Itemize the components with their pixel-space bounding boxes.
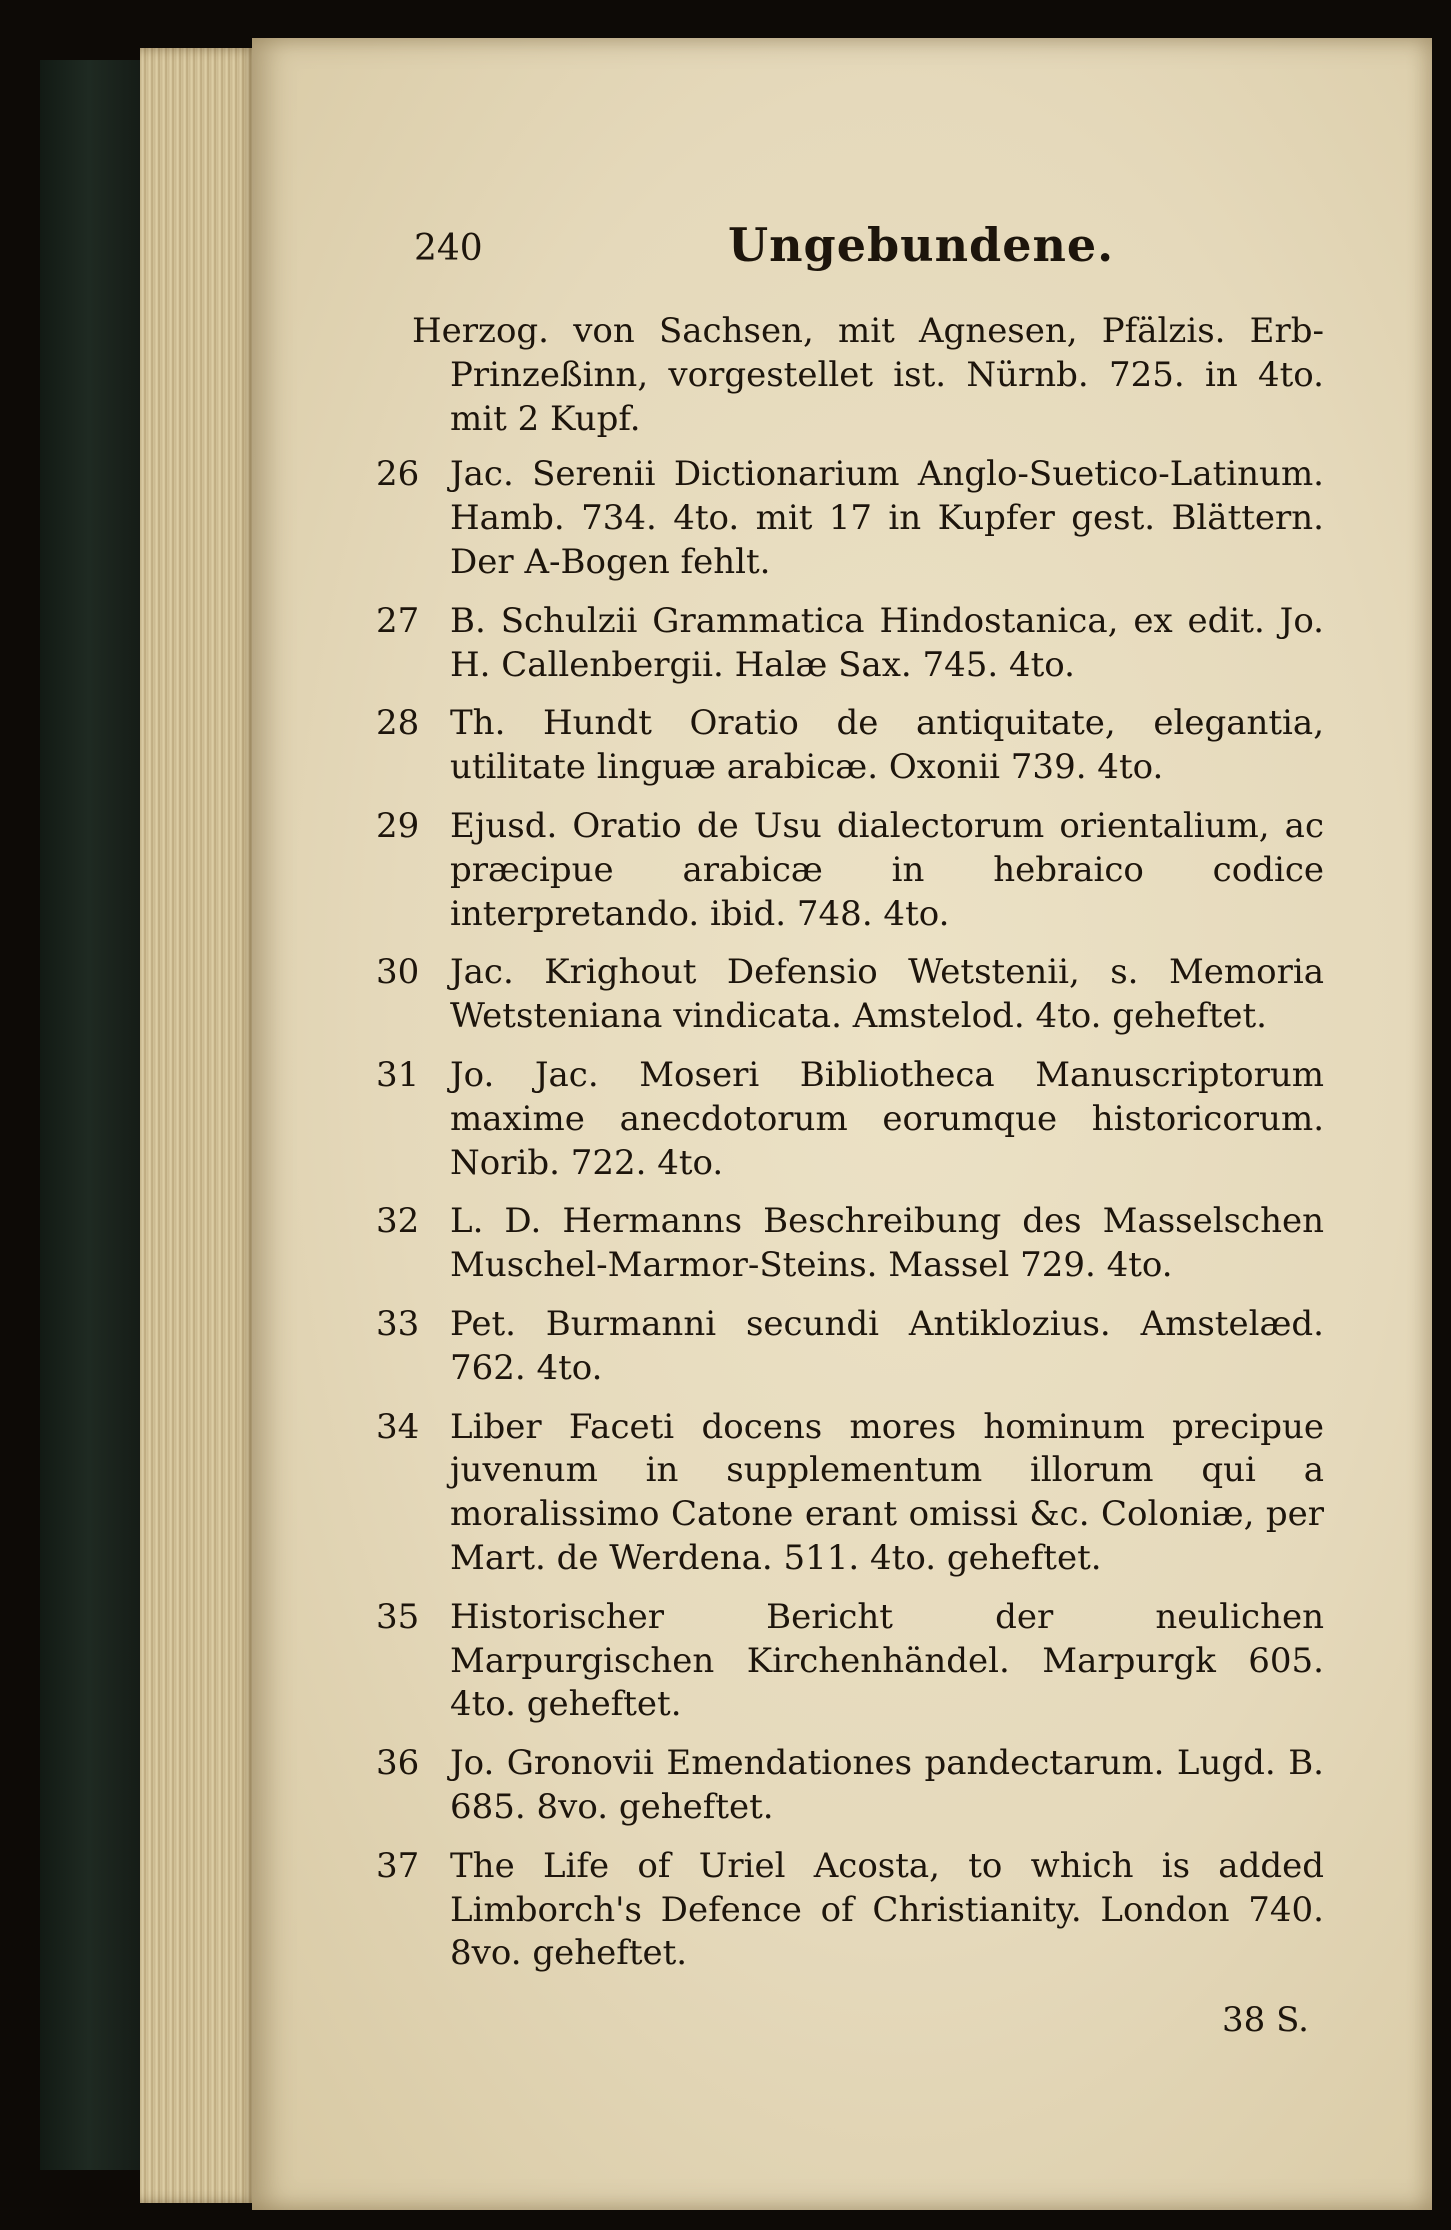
catalog-entry xyxy=(376,1596,1324,1727)
entry-text: Historischer Bericht der neulichen Marpurgischen Kirchenhändel. Marpurgk 605. 4to. geheftet. xyxy=(450,1596,1324,1725)
entry-number: 26 xyxy=(376,454,420,495)
catalog-entry xyxy=(376,702,1324,790)
entry-text: Liber Faceti docens mores hominum precipue juvenum in supplementum illorum qui a moralissimo Catone erant omissi &c. Coloniæ, per Mart. de Werdena. 511. 4to. geheftet. xyxy=(450,1406,1324,1578)
entry-text: The Life of Uriel Acosta, to which is added Limborch's Defence of Christianity. London 740. 8vo. geheftet. xyxy=(450,1845,1324,1974)
page-edges xyxy=(140,48,258,2203)
entry-number: 36 xyxy=(376,1743,420,1784)
entry-text: B. Schulzii Grammatica Hindostanica, ex edit. Jo. H. Callenbergii. Halæ Sax. 745. 4to. xyxy=(450,600,1324,685)
entry-number: 32 xyxy=(376,1201,420,1242)
catalog-entry xyxy=(376,1742,1324,1830)
catalog-entry xyxy=(376,1303,1324,1391)
catalog-entry xyxy=(376,1845,1324,1976)
catalog-entry xyxy=(376,805,1324,936)
entry-text: Ejusd. Oratio de Usu dialectorum orientalium, ac præcipue arabicæ in hebraico codice interpretando. ibid. 748. 4to. xyxy=(450,805,1324,934)
entry-text: L. D. Hermanns Beschreibung des Masselschen Muschel-Marmor-Steins. Massel 729. 4to. xyxy=(450,1201,1324,1286)
entry-number: 35 xyxy=(376,1596,420,1637)
catalog-entry-continued xyxy=(412,310,1324,441)
entry-text: Jac. Krighout Defensio Wetstenii, s. Memoria Wetsteniana vindicata. Amstelod. 4to. geheftet. xyxy=(450,952,1324,1037)
catalog-entry xyxy=(376,1406,1324,1581)
entry-number: 34 xyxy=(376,1406,420,1447)
entry-text: Jo. Gronovii Emendationes pandectarum. Lugd. B. 685. 8vo. geheftet. xyxy=(450,1743,1324,1827)
catalog-entry xyxy=(376,951,1324,1039)
catchword: 38 S. xyxy=(1222,2000,1309,2040)
entry-number: 27 xyxy=(376,600,420,641)
entry-number: 33 xyxy=(376,1303,420,1344)
running-title: Ungebundene. xyxy=(728,218,1115,272)
entry-number: 29 xyxy=(376,805,420,846)
book-spine xyxy=(40,60,148,2170)
catalog-entry xyxy=(376,1200,1324,1288)
entry-text: Herzog. von Sachsen, mit Agnesen, Pfälzis. Erb-Prinzeßinn, vorgestellet ist. Nürnb. 725. in 4to. mit 2 Kupf. xyxy=(412,311,1324,439)
catalog-entry xyxy=(376,600,1324,688)
catalog-entries xyxy=(376,310,1324,1991)
entry-text: Jac. Serenii Dictionarium Anglo-Suetico-Latinum. Hamb. 734. 4to. mit 17 in Kupfer gest. Blättern. Der A-Bogen fehlt. xyxy=(450,454,1324,582)
catalog-entry xyxy=(376,453,1324,584)
page-number: 240 xyxy=(414,228,483,269)
entry-text: Th. Hundt Oratio de antiquitate, elegantia, utilitate linguæ arabicæ. Oxonii 739. 4to. xyxy=(450,703,1324,788)
catalog-entry xyxy=(376,1054,1324,1185)
entry-text: Jo. Jac. Moseri Bibliotheca Manuscriptorum maxime anecdotorum eorumque historicorum. Norib. 722. 4to. xyxy=(450,1054,1324,1183)
entry-text: Pet. Burmanni secundi Antiklozius. Amstelæd. 762. 4to. xyxy=(450,1303,1324,1388)
entry-number: 28 xyxy=(376,703,420,744)
entry-number: 31 xyxy=(376,1054,420,1095)
entry-number: 30 xyxy=(376,952,420,993)
entry-number: 37 xyxy=(376,1845,420,1886)
page-header xyxy=(414,212,1314,282)
